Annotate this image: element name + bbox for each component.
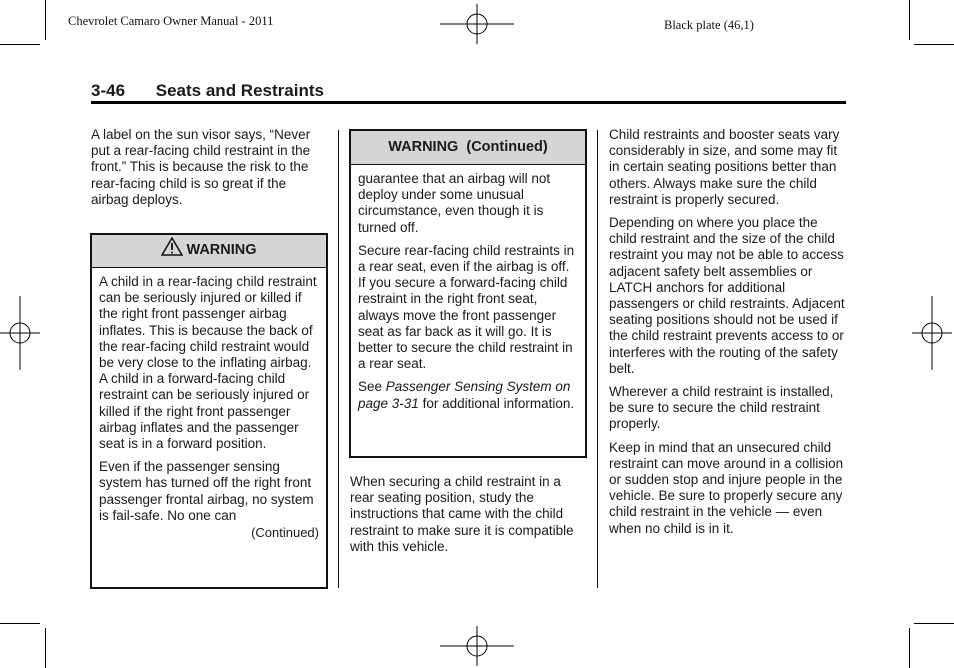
heading-rule [91, 101, 846, 104]
warning-continued-header [351, 131, 585, 165]
cross-reference [358, 379, 578, 411]
continued-label: (Continued) [251, 525, 319, 541]
column-divider [338, 130, 339, 588]
section-title: Seats and Restraints [155, 81, 324, 100]
column-divider [597, 130, 598, 588]
column-3 [609, 127, 849, 544]
page-heading [91, 81, 324, 101]
body-paragraph: Keep in mind that an unsecured child restraint can move around in a collision or sudden stop and injure people in the vehicle. Be sure to properly secure any child restraint in the vehicle — even when no child is in it. [609, 439, 844, 536]
warning-body [92, 268, 326, 541]
warning-continued-body [351, 165, 585, 412]
cross-reference-link[interactable]: Passenger Sensing System on page 3-31 [358, 379, 571, 411]
body-paragraph: Child restraints and booster seats vary considerably in size, and some may fit in certain seating positions better than others. Always make sure the child restraint is properly secured. [609, 127, 840, 207]
crop-mark [0, 44, 40, 45]
registration-mark-icon [0, 296, 40, 370]
crop-mark [914, 623, 954, 624]
registration-mark-icon [440, 626, 514, 666]
column-2-after [350, 474, 578, 562]
crop-mark [914, 44, 954, 45]
intro-paragraph: A label on the sun visor says, “Never put a rear-facing child restraint in the front.” This is because the risk to the rear-facing child is so great if the airbag deploys. [91, 127, 311, 207]
body-paragraph: Wherever a child restraint is installed, be sure to secure the child restraint properly. [609, 384, 834, 432]
body-paragraph: Depending on where you place the child restraint and the size of the child restraint you may not be able to access adjacent safety belt assemblies or LATCH anchors for additional passengers or child restraints. Adjacent seating positions should not be used if the child restraint prevents access to or interferes with the routing of the safety belt. [609, 215, 845, 376]
warning-paragraph: Even if the passenger sensing system has turned off the right front passenger frontal airbag, no system is fail-safe. No one can [99, 459, 314, 523]
cross-reference-pre: See [358, 379, 386, 395]
warning-paragraph: A child in a rear-facing child restraint can be seriously injured or killed if the right front passenger airbag inflates. This is because the back of the rear-facing child restraint would be very close to the inflating airbag. A child in a forward-facing child restraint can be seriously injured or killed if the right front passenger airbag inflates and the passenger seat is in a forward position. [99, 274, 317, 452]
registration-mark-icon [912, 296, 952, 370]
warning-continued-box [349, 129, 587, 458]
crop-mark [909, 0, 910, 40]
crop-mark [45, 628, 46, 668]
manual-title: Chevrolet Camaro Owner Manual - 2011 [68, 14, 274, 28]
crop-mark [909, 628, 910, 668]
column-1 [91, 127, 327, 215]
warning-paragraph: Secure rear-facing child restraints in a rear seat, even if the airbag is off. If you secure a forward-facing child restraint in the right front seat, always move the front passenger seat as far back as it will go. It is better to secure the child restraint in a rear seat. [358, 242, 575, 372]
crop-mark [0, 623, 40, 624]
plate-label: Black plate (46,1) [664, 18, 754, 32]
crop-mark [45, 0, 46, 40]
warning-header [92, 235, 326, 268]
registration-mark-icon [440, 4, 514, 44]
securing-paragraph: When securing a child restraint in a rear seating position, study the instructions that came with the child restraint to make sure it is compatible with this vehicle. [350, 474, 574, 554]
warning-triangle-icon [161, 237, 183, 256]
warning-box [90, 233, 328, 589]
cross-reference-post: for additional information. [418, 395, 575, 411]
warning-paragraph: guarantee that an airbag will not deploy under some unusual circumstance, even though it is turned off. [358, 171, 551, 235]
page-number: 3-46 [91, 81, 126, 100]
warning-continued-title: WARNING (Continued) [388, 139, 548, 155]
warning-title: WARNING [186, 242, 257, 258]
